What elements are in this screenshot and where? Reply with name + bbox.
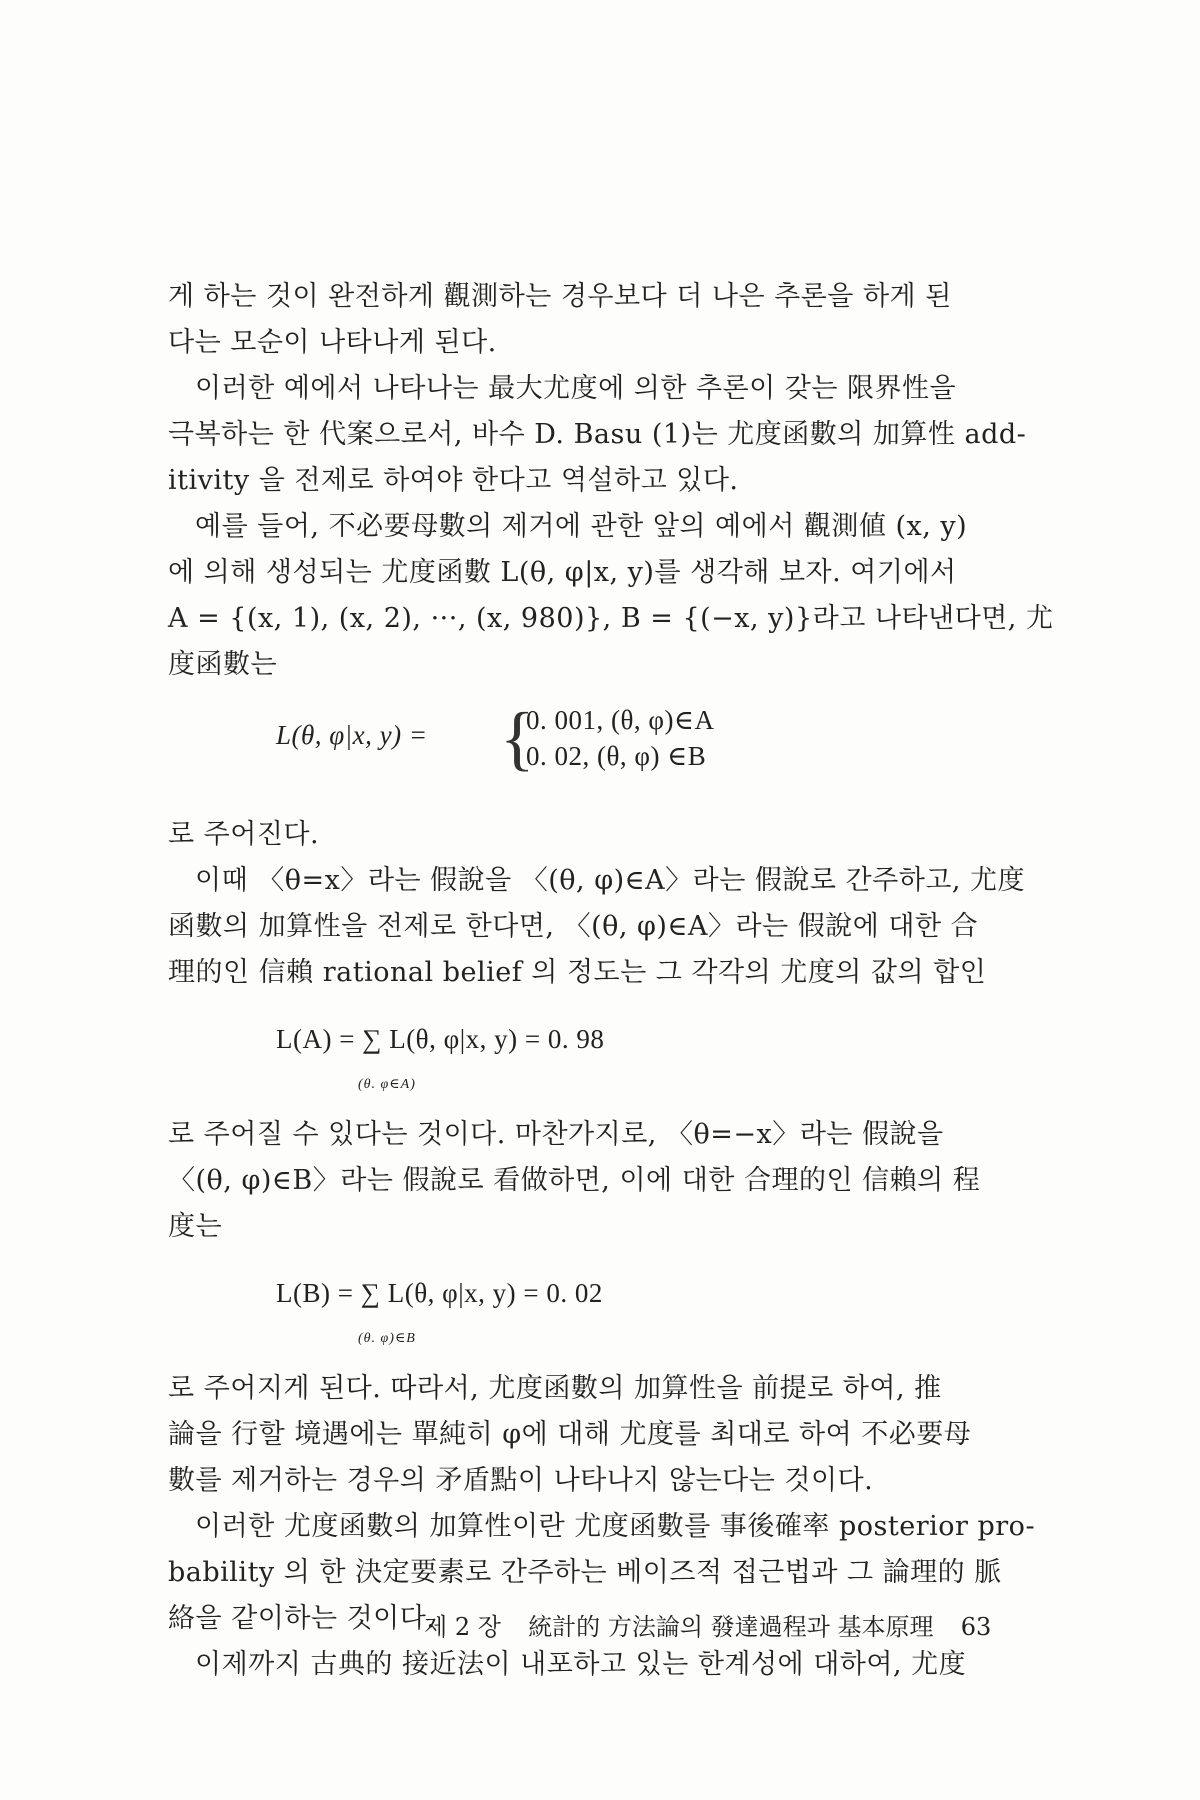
text-line: 이러한 尤度函數의 加算性이란 尤度函數를 事後確率 posterior pro- bbox=[195, 1511, 1036, 1542]
page-footer bbox=[424, 1607, 991, 1642]
sum-equation-subscript: (θ. φ∈A) bbox=[358, 1077, 416, 1092]
paragraph-7 bbox=[168, 1366, 988, 1504]
text-line: 로 주어지게 된다. 따라서, 尤度函數의 加算性을 前提로 하여, 推 bbox=[168, 1373, 942, 1404]
equation-case: 0. 001, (θ, φ)∈A bbox=[526, 705, 715, 735]
text-line: 로 주어질 수 있다는 것이다. 마찬가지로, 〈θ=−x〉라는 假說을 bbox=[168, 1119, 944, 1150]
text-line: 理的인 信賴 rational belief 의 정도는 그 각각의 尤度의 값의 합인 bbox=[168, 957, 987, 988]
likelihood-equation bbox=[168, 698, 988, 798]
equation-case: 0. 02, (θ, φ) ∈B bbox=[526, 741, 707, 771]
sum-equation-b bbox=[168, 1258, 988, 1358]
sum-equation-main: L(A) = ∑ L(θ, φ|x, y) = 0. 98 bbox=[276, 1024, 605, 1054]
text-line: 이제까지 古典的 接近法이 내포하고 있는 한계성에 대하여, 尤度 bbox=[195, 1649, 967, 1680]
text-line: 이때 〈θ=x〉라는 假說을 〈(θ, φ)∈A〉라는 假說로 간주하고, 尤度 bbox=[195, 865, 1026, 896]
paragraph-5 bbox=[168, 858, 1026, 996]
text-line: 다는 모순이 나타나게 된다. bbox=[168, 327, 497, 358]
text-line: 로 주어진다. bbox=[168, 819, 320, 850]
chapter-label: 제 2 장 bbox=[424, 1613, 501, 1641]
text-line: 數를 제거하는 경우의 矛盾點이 나타나지 않는다는 것이다. bbox=[168, 1465, 874, 1496]
equation-body bbox=[276, 698, 715, 778]
page-number: 63 bbox=[960, 1613, 992, 1641]
text-line: 이러한 예에서 나타나는 最大尤度에 의한 추론이 갖는 限界性을 bbox=[195, 373, 957, 404]
paragraph-2 bbox=[168, 366, 1027, 504]
paragraph-4 bbox=[168, 812, 988, 858]
equation-lhs: L(θ, φ|x, y) = bbox=[276, 720, 428, 750]
text-line: 게 하는 것이 완전하게 觀測하는 경우보다 더 나은 추론을 하게 된 bbox=[168, 281, 952, 312]
paragraph-6 bbox=[168, 1112, 988, 1250]
paragraph-1 bbox=[168, 274, 988, 366]
paragraph-9 bbox=[168, 1642, 988, 1688]
sum-equation-a bbox=[168, 1004, 988, 1104]
sum-equation-main: L(B) = ∑ L(θ, φ|x, y) = 0. 02 bbox=[276, 1278, 603, 1308]
paragraph-3 bbox=[168, 504, 1054, 688]
text-line: 예를 들어, 不必要母數의 제거에 관한 앞의 예에서 觀測値 (x, y) bbox=[195, 511, 968, 542]
text-line: 에 의해 생성되는 尤度函數 L(θ, φ|x, y)를 생각해 보자. 여기에서 bbox=[168, 557, 957, 588]
text-line: 論을 行할 境遇에는 單純히 φ에 대해 尤度를 최대로 하여 不必要母 bbox=[168, 1419, 972, 1450]
text-line: bability 의 한 決定要素로 간주하는 베이즈적 접근법과 그 論理的 脈 bbox=[168, 1557, 1002, 1588]
sum-equation-subscript: (θ. φ)∈B bbox=[358, 1331, 416, 1346]
text-line: itivity 을 전제로 하여야 한다고 역설하고 있다. bbox=[168, 465, 739, 496]
text-line: 函數의 加算性을 전제로 한다면, 〈(θ, φ)∈A〉라는 假說에 대한 合 bbox=[168, 911, 979, 942]
left-brace-icon: { bbox=[500, 698, 536, 778]
body-text bbox=[168, 274, 1054, 1688]
text-line: A = {(x, 1), (x, 2), ···, (x, 980)}, B = {(−x, y)}라고 나타낸다면, 尤 bbox=[168, 603, 1054, 634]
text-line: 〈(θ, φ)∈B〉라는 假說로 看做하면, 이에 대한 合理的인 信賴의 程 bbox=[168, 1165, 981, 1196]
text-line: 극복하는 한 代案으로서, 바수 D. Basu (1)는 尤度函數의 加算性 add- bbox=[168, 419, 1027, 450]
text-line: 絡을 같이하는 것이다. bbox=[168, 1603, 436, 1634]
text-line: 度函數는 bbox=[168, 649, 278, 680]
equation-cases bbox=[526, 702, 946, 774]
chapter-title: 統計的 方法論의 發達過程과 基本原理 bbox=[528, 1613, 934, 1641]
text-line: 度는 bbox=[168, 1211, 223, 1242]
